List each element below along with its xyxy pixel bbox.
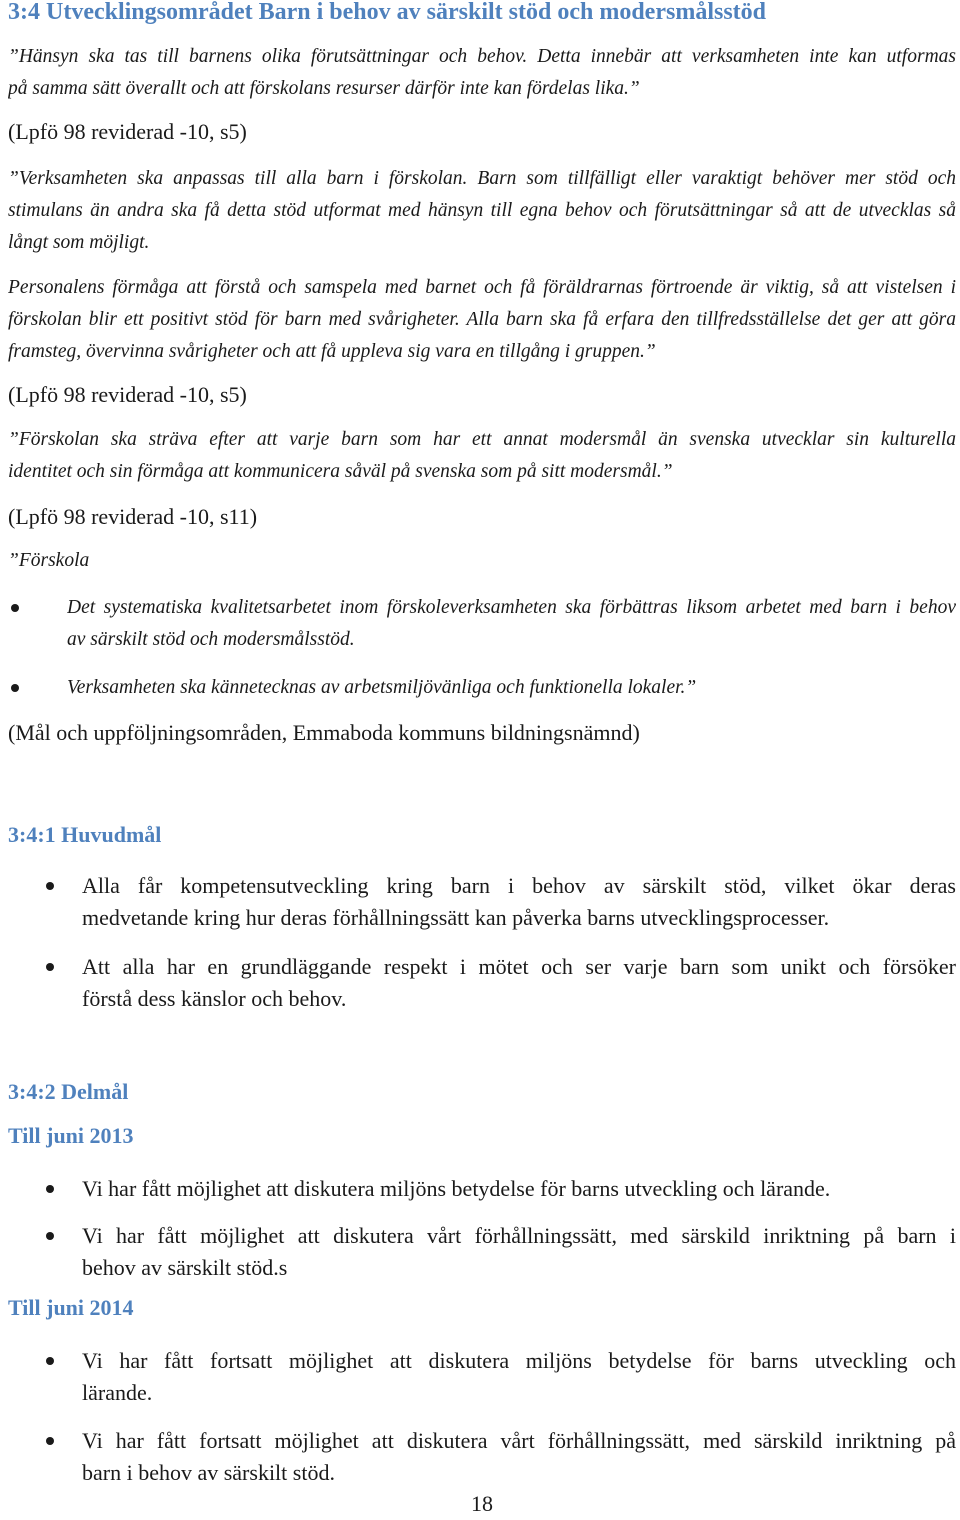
quote-paragraph bbox=[8, 41, 956, 105]
paragraph-line: Att alla har en grundläggande respekt i mötet och ser varje barn som unikt och försöker bbox=[82, 954, 956, 979]
paragraph-line: Personalens förmåga att förstå och samspela med barnet och få föräldrarnas förtroende är viktig, så att vistelsen i bbox=[8, 277, 956, 298]
paragraph-line: på samma sätt överallt och att förskolans resurser därför inte kan fördelas lika.” bbox=[8, 78, 640, 99]
reference: (Lpfö 98 reviderad -10, s11) bbox=[8, 504, 258, 529]
paragraph-line: lärande. bbox=[82, 1380, 153, 1405]
paragraph-line: medvetande kring hur deras förhållningssätt kan påverka barns utvecklingsprocesser. bbox=[82, 905, 830, 930]
section-title: 3:4 Utvecklingsområdet Barn i behov av särskilt stöd och modersmålsstöd bbox=[8, 0, 767, 25]
paragraph-line: stimulans än andra ska få detta stöd utformat med hänsyn till egna behov och förutsättningar så att de utvecklas så bbox=[8, 200, 956, 221]
quote-paragraph bbox=[8, 424, 956, 488]
paragraph-line: Alla får kompetensutveckling kring barn i behov av särskilt stöd, vilket ökar deras bbox=[82, 873, 956, 898]
paragraph-line: identitet och sin förmåga att kommunicera såväl på svenska som på sitt modersmål.” bbox=[8, 461, 673, 482]
list-item bbox=[0, 951, 960, 1015]
paragraph-line: förstå dess känslor och behov. bbox=[82, 986, 347, 1011]
paragraph-line: Vi har fått fortsatt möjlighet att diskutera miljöns betydelse för barns utveckling och bbox=[82, 1348, 956, 1373]
subsection-title: 3:4:2 Delmål bbox=[8, 1079, 129, 1104]
bullet-icon bbox=[46, 1185, 54, 1193]
list-item bbox=[0, 672, 960, 704]
paragraph-line: Vi har fått möjlighet att diskutera miljöns betydelse för barns utveckling och lärande. bbox=[82, 1176, 831, 1201]
paragraph-line: Det systematiska kvalitetsarbetet inom förskoleverksamheten ska förbättras liksom arbetet med barn i behov bbox=[67, 597, 956, 618]
list-item bbox=[0, 1220, 960, 1284]
bullet-icon bbox=[46, 963, 54, 971]
list-item-text bbox=[82, 951, 956, 1015]
bullet-icon bbox=[46, 1437, 54, 1445]
bullet-icon bbox=[46, 1357, 54, 1365]
period-title: Till juni 2014 bbox=[8, 1295, 134, 1320]
paragraph-line: av särskilt stöd och modersmålsstöd. bbox=[67, 629, 355, 650]
paragraph-line: förskolan blir ett positivt stöd för barn med svårigheter. Alla barn ska få erfara den tillfredsställelse det ger att göra bbox=[8, 309, 956, 330]
list-item-text bbox=[82, 1173, 956, 1205]
paragraph-line: långt som möjligt. bbox=[8, 232, 150, 253]
quote-intro: ”Förskola bbox=[8, 550, 90, 571]
paragraph-line: Vi har fått möjlighet att diskutera vårt förhållningssätt, med särskild inriktning på barn i bbox=[82, 1223, 956, 1248]
list-item bbox=[0, 1173, 960, 1205]
list-item-text bbox=[67, 592, 956, 656]
period-title: Till juni 2013 bbox=[8, 1123, 134, 1148]
list-item-text bbox=[82, 1345, 956, 1409]
bullet-icon bbox=[46, 1232, 54, 1240]
list-item bbox=[0, 592, 960, 656]
paragraph-line: Vi har fått fortsatt möjlighet att diskutera vårt förhållningssätt, med särskild inriktning på bbox=[82, 1428, 956, 1453]
paragraph-line: barn i behov av särskilt stöd. bbox=[82, 1460, 335, 1485]
reference: (Lpfö 98 reviderad -10, s5) bbox=[8, 382, 247, 407]
paragraph-line: ”Verksamheten ska anpassas till alla barn i förskolan. Barn som tillfälligt eller varaktigt behöver mer stöd och bbox=[8, 168, 956, 189]
subsection-title: 3:4:1 Huvudmål bbox=[8, 822, 162, 847]
paragraph-line: ”Förskolan ska sträva efter att varje barn som har ett annat modersmål än svenska utvecklar sin kulturella bbox=[8, 429, 956, 450]
bullet-icon bbox=[46, 882, 54, 890]
paragraph-line: behov av särskilt stöd.s bbox=[82, 1255, 288, 1280]
list-item-text bbox=[82, 1425, 956, 1489]
paragraph-line: ”Hänsyn ska tas till barnens olika förutsättningar och behov. Detta innebär att verksamheten inte kan utformas bbox=[8, 46, 956, 67]
paragraph-line: framsteg, övervinna svårigheter och att få uppleva sig vara en tillgång i gruppen.” bbox=[8, 341, 656, 362]
list-item-text bbox=[67, 672, 956, 704]
quote-paragraph bbox=[8, 272, 956, 368]
reference: (Mål och uppföljningsområden, Emmaboda kommuns bildningsnämnd) bbox=[8, 720, 640, 745]
list-item bbox=[0, 1425, 960, 1489]
list-item-text bbox=[82, 1220, 956, 1284]
list-item bbox=[0, 1345, 960, 1409]
paragraph-line: Verksamheten ska kännetecknas av arbetsmiljövänliga och funktionella lokaler.” bbox=[67, 677, 697, 698]
list-item bbox=[0, 870, 960, 934]
quote-paragraph bbox=[8, 163, 956, 259]
page-number: 18 bbox=[471, 1491, 493, 1516]
list-item-text bbox=[82, 870, 956, 934]
reference: (Lpfö 98 reviderad -10, s5) bbox=[8, 119, 247, 144]
bullet-icon bbox=[11, 604, 19, 612]
bullet-icon bbox=[11, 684, 19, 692]
